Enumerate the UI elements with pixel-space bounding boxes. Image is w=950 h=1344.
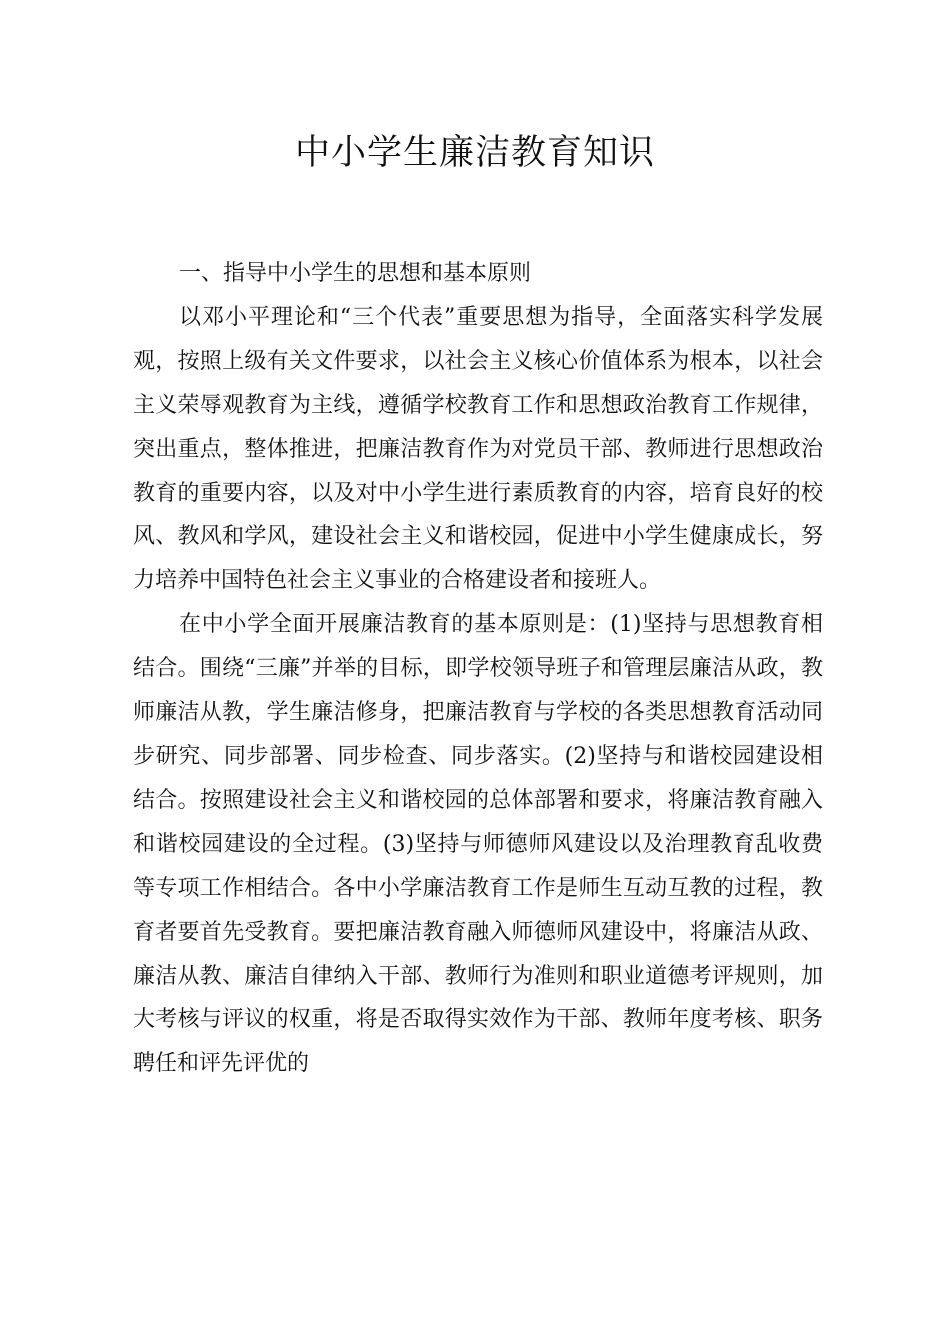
document-body bbox=[133, 252, 823, 1086]
section-heading: 一、指导中小学生的思想和基本原则 bbox=[179, 261, 532, 286]
document-title: 中小学生廉洁教育知识 bbox=[294, 133, 655, 173]
paragraph-guiding-ideology: 以邓小平理论和“三个代表”重要思想为指导，全面落实科学发展观，按照上级有关文件要求，以社会主义核心价值体系为根本，以社会主义荣辱观教育为主线，遵循学校教育工作和思想政治教育工作规律，突出重点，整体推进，把廉洁教育作为对党员干部、教师进行思想政治教育的重要内容，以及对中小学生进行素质教育的内容，培育良好的校风、教风和学风，建设社会主义和谐校园，促进中小学生健康成长，努力培养中国特色社会主义事业的合格建设者和接班人。 bbox=[133, 304, 823, 594]
paragraph-basic-principles: 在中小学全面开展廉洁教育的基本原则是：(1)坚持与思想教育相结合。围绕“三廉”并举的目标，即学校领导班子和管理层廉洁从政，教师廉洁从教，学生廉洁修身，把廉洁教育与学校的各类思想教育活动同步研究、同步部署、同步检查、同步落实。(2)坚持与和谐校园建设相结合。按照建设社会主义和谐校园的总体部署和要求，将廉洁教育融入和谐校园建设的全过程。(3)坚持与师德师风建设以及治理教育乱收费等专项工作相结合。各中小学廉洁教育工作是师生互动互教的过程，教育者要首先受教育。要把廉洁教育融入师德师风建设中，将廉洁从政、廉洁从教、廉洁自律纳入干部、教师行为准则和职业道德考评规则，加大考核与评议的权重，将是否取得实效作为干部、教师年度考核、职务聘任和评先评优的 bbox=[133, 612, 823, 1077]
